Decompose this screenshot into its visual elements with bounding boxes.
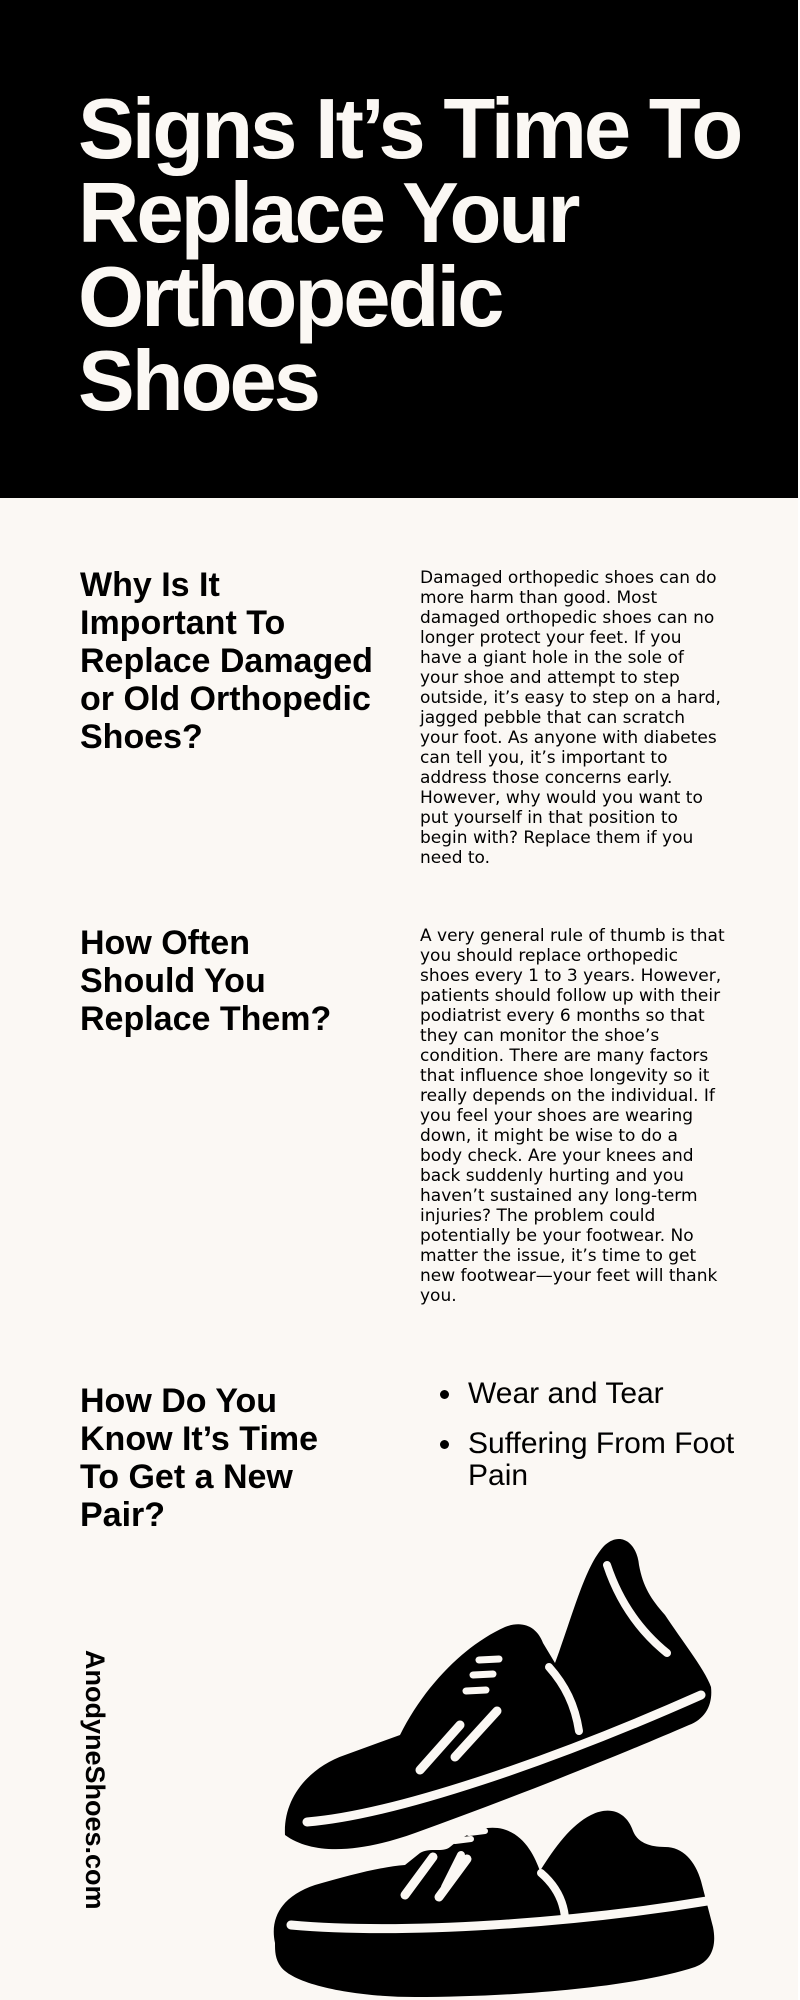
list-item-label: Suffering From Foot Pain <box>468 1427 735 1492</box>
page-title: Signs It’s Time To Replace Your Orthopedic Shoes <box>78 82 741 429</box>
brand-website <box>78 1650 112 1920</box>
upper-shoe-icon <box>285 1539 711 1849</box>
list-item <box>440 1428 740 1492</box>
section-heading-why-replace: Why Is It Important To Replace Damaged or Old Orthopedic Shoes? <box>80 566 373 756</box>
sneakers-icon <box>255 1535 735 2000</box>
section-body-how-often: A very general rule of thumb is that you should replace orthopedic shoes every 1 to 3 years. However, patients should follow up with their podiatrist every 6 months so that they can monitor the shoe’s condition. There are many factors that influence shoe longevity so it really depends on the individual. If you feel your shoes are wearing down, it might be wise to do a body check. Are your knees and back suddenly hurting and you haven’t sustained any long-term injuries? The problem could potentially be your footwear. No matter the issue, it’s time to get new footwear—your feet will thank you. <box>420 926 725 1306</box>
brand-website-label: AnodyneShoes.com <box>80 1650 110 1910</box>
bullet-icon <box>440 1440 449 1449</box>
section-body-why-replace: Damaged orthopedic shoes can do more harm than good. Most damaged orthopedic shoes can no longer protect your feet. If you have a giant hole in the sole of your shoe and attempt to step outside, it’s easy to step on a hard, jagged pebble that can scratch your foot. As anyone with diabetes can tell you, it’s important to address those concerns early. However, why would you want to put yourself in that position to begin with? Replace them if you need to. <box>420 568 721 868</box>
list-item <box>440 1378 740 1410</box>
section-heading-how-know: How Do You Know It’s Time To Get a New Pair? <box>80 1382 319 1534</box>
bullet-icon <box>440 1390 449 1399</box>
signs-list <box>440 1378 740 1510</box>
hero-banner <box>0 0 798 498</box>
list-item-label: Wear and Tear <box>468 1377 664 1410</box>
section-heading-how-often: How Often Should You Replace Them? <box>80 924 332 1038</box>
